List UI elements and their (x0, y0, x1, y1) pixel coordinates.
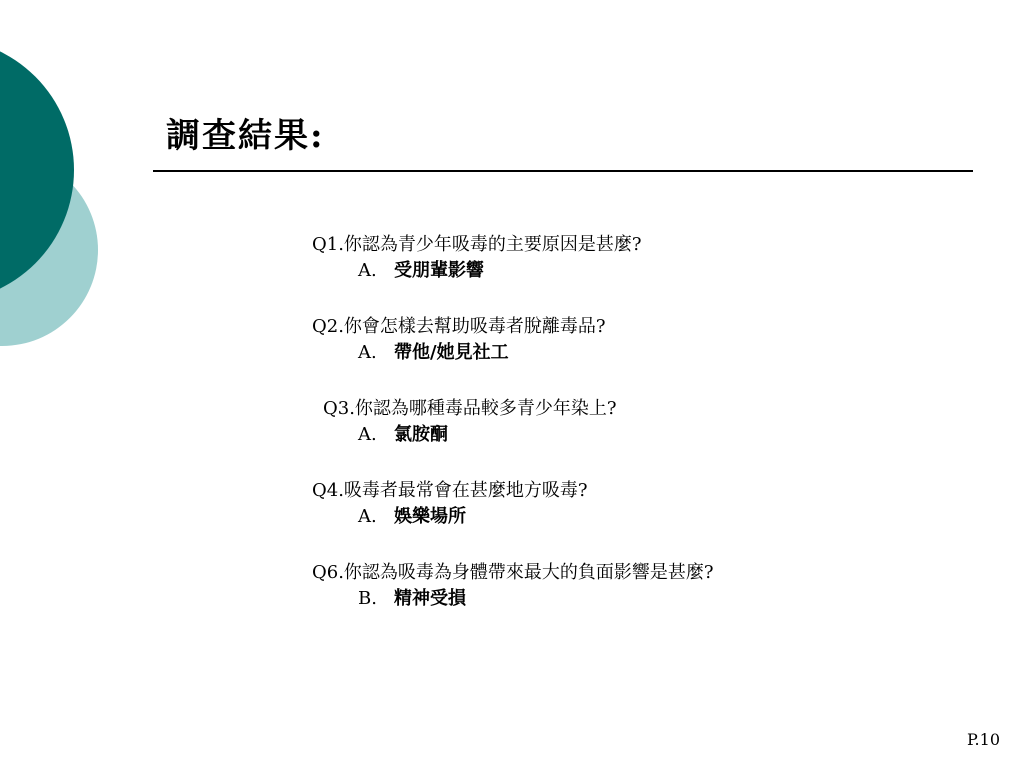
answer-1-text: 受朋輩影響 (394, 260, 484, 281)
answer-5-text: 精神受損 (394, 588, 466, 609)
question-2: Q2.你會怎樣去幫助吸毒者脫離毒品? (312, 316, 606, 337)
question-1: Q1.你認為青少年吸毒的主要原因是甚麼? (312, 234, 642, 255)
question-5: Q6.你認為吸毒為身體帶來最大的負面影響是甚麼? (312, 562, 714, 583)
question-3: Q3.你認為哪種毒品較多青少年染上? (323, 398, 617, 419)
qa-item-1 (312, 232, 872, 284)
answer-3 (312, 422, 872, 448)
qa-item-5 (312, 560, 872, 612)
answer-2-letter: A. (358, 342, 377, 363)
answer-2 (312, 340, 872, 366)
title-divider (153, 170, 973, 172)
answer-2-text: 帶他/她見社工 (394, 342, 509, 363)
qa-item-3 (312, 396, 872, 448)
qa-item-4 (312, 478, 872, 530)
question-4: Q4.吸毒者最常會在甚麼地方吸毒? (312, 480, 588, 501)
answer-5 (312, 586, 872, 612)
answer-1-letter: A. (358, 260, 377, 281)
answer-5-letter: B. (358, 588, 377, 609)
slide-title: 調查結果: (166, 116, 325, 156)
decorative-circles (0, 0, 110, 420)
answer-3-text: 氯胺酮 (394, 424, 448, 445)
answer-4-text: 娛樂場所 (394, 506, 466, 527)
answer-4 (312, 504, 872, 530)
answer-1 (312, 258, 872, 284)
answer-4-letter: A. (358, 506, 377, 527)
page-number: P.10 (967, 730, 1000, 749)
qa-item-2 (312, 314, 872, 366)
answer-3-letter: A. (358, 424, 377, 445)
